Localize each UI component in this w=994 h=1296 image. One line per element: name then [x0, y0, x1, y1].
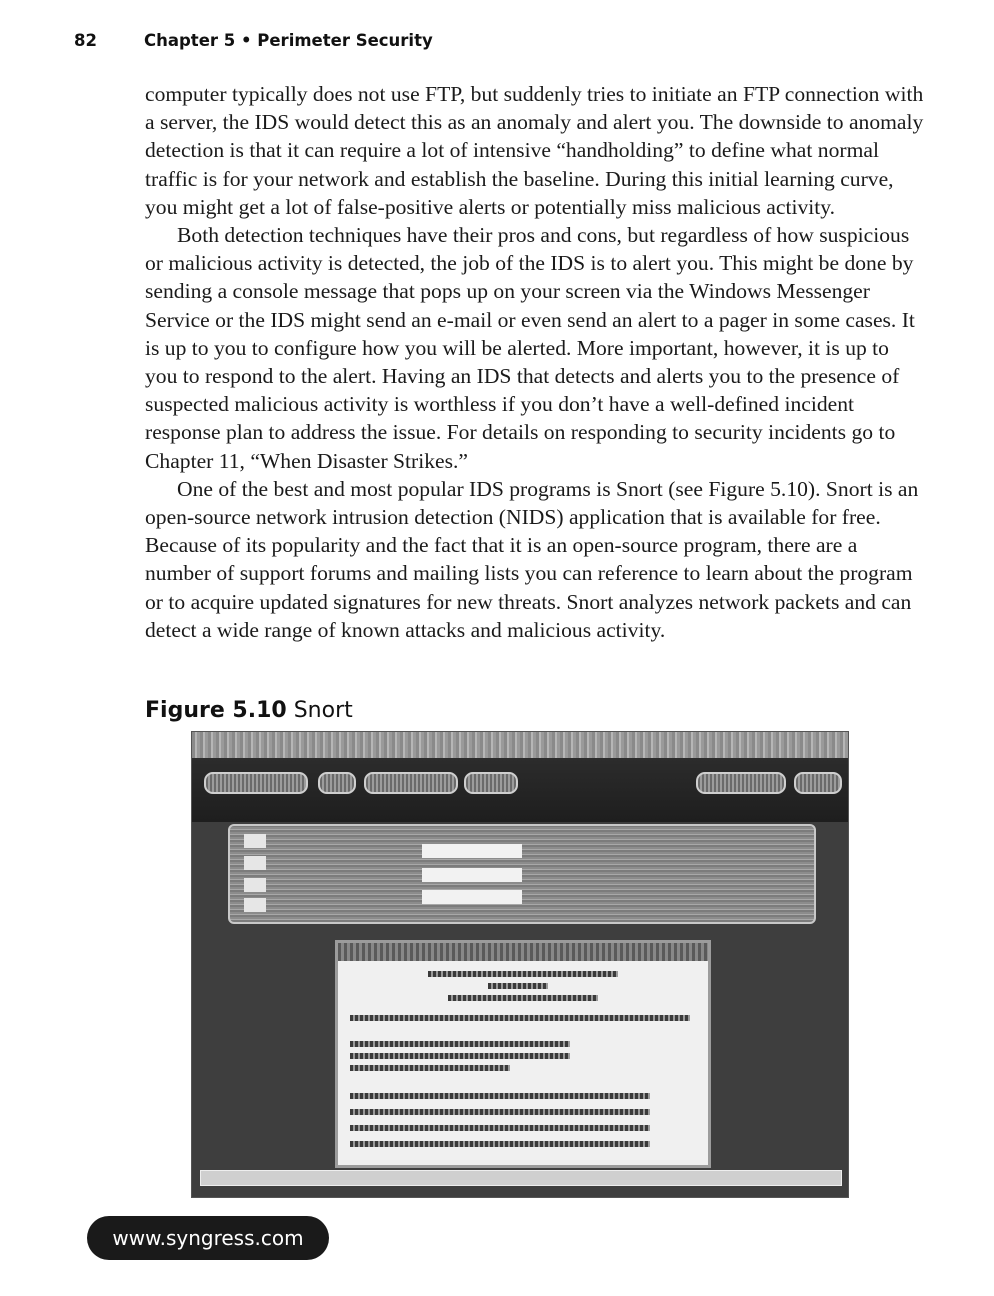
- figure-text-line: [428, 971, 618, 977]
- figure-panel-field: [422, 844, 522, 858]
- figure-panel-icon: [244, 878, 266, 892]
- site-url-badge: www.syngress.com: [87, 1216, 329, 1260]
- figure-text-line: [488, 983, 548, 989]
- figure-caption: [145, 698, 353, 723]
- paragraph-snort: One of the best and most popular IDS programs is Snort (see Figure 5.10). Snort is an open-source network intrusion detection (NIDS) application that is available for free. Because of its popularity and the fact that it is an open-source program, there are a number of support forums and mailing lists you can reference to learn about the program or to acquire updated signatures for new threats. Snort analyzes network packets and can detect a wide range of known attacks and malicious activity.: [145, 476, 919, 642]
- figure-table-line: [350, 1093, 650, 1099]
- snort-screenshot-figure: [191, 731, 849, 1198]
- figure-text-line: [350, 1065, 510, 1071]
- figure-label: Figure 5.10: [145, 698, 287, 723]
- figure-text-line: [350, 1015, 690, 1021]
- figure-title: Snort: [293, 698, 353, 723]
- chapter-title: Chapter 5 • Perimeter Security: [144, 31, 433, 50]
- body-text: [145, 80, 925, 644]
- figure-toolbar-button: [464, 772, 518, 794]
- figure-panel-icon: [244, 898, 266, 912]
- figure-toolbar: [192, 758, 848, 822]
- paragraph-anomaly-detection: computer typically does not use FTP, but suddenly tries to initiate an FTP connection with a server, the IDS would detect this as an anomaly and alert you. The downside to anomaly detection is that it can require a lot of intensive “handholding” to define what normal traffic is for your network and establish the baseline. During this initial learning curve, you might get a lot of false-positive alerts or potentially miss malicious activity.: [145, 82, 924, 219]
- figure-text-line: [350, 1041, 570, 1047]
- figure-panel-icon: [244, 834, 266, 848]
- figure-snort-window-bar: [338, 943, 708, 961]
- paragraph-alerting: Both detection techniques have their pros and cons, but regardless of how suspicious or malicious activity is detected, the job of the IDS is to alert you. This might be done by sending a console message that pops up on your screen via the Windows Messenger Service or the IDS might send an e-mail or even send an alert to a pager in some cases. It is up to you to configure how you will be alerted. More important, however, it is up to you to respond to the alert. Having an IDS that detects and alerts you to the presence of suspected malicious activity is worthless if you don’t have a well-defined incident response plan to address the issue. For details on responding to security incidents go to Chapter 11, “When Disaster Strikes.”: [145, 223, 915, 473]
- figure-text-line: [350, 1053, 570, 1059]
- figure-toolbar-button: [364, 772, 458, 794]
- figure-table-line: [350, 1141, 650, 1147]
- page-number: 82: [74, 31, 97, 50]
- figure-panel-field: [422, 868, 522, 882]
- figure-panel-field: [422, 890, 522, 904]
- figure-window-titlebar: [192, 732, 848, 758]
- figure-text-line: [448, 995, 598, 1001]
- figure-toolbar-button: [794, 772, 842, 794]
- running-head: [74, 31, 433, 50]
- figure-table-line: [350, 1125, 650, 1131]
- figure-snort-window: [335, 940, 711, 1168]
- figure-toolbar-button: [204, 772, 308, 794]
- figure-panel-icon: [244, 856, 266, 870]
- figure-toolbar-button: [696, 772, 786, 794]
- figure-interface-panel: [228, 824, 816, 924]
- figure-toolbar-button: [318, 772, 356, 794]
- figure-table-line: [350, 1109, 650, 1115]
- figure-status-bar: [200, 1170, 842, 1186]
